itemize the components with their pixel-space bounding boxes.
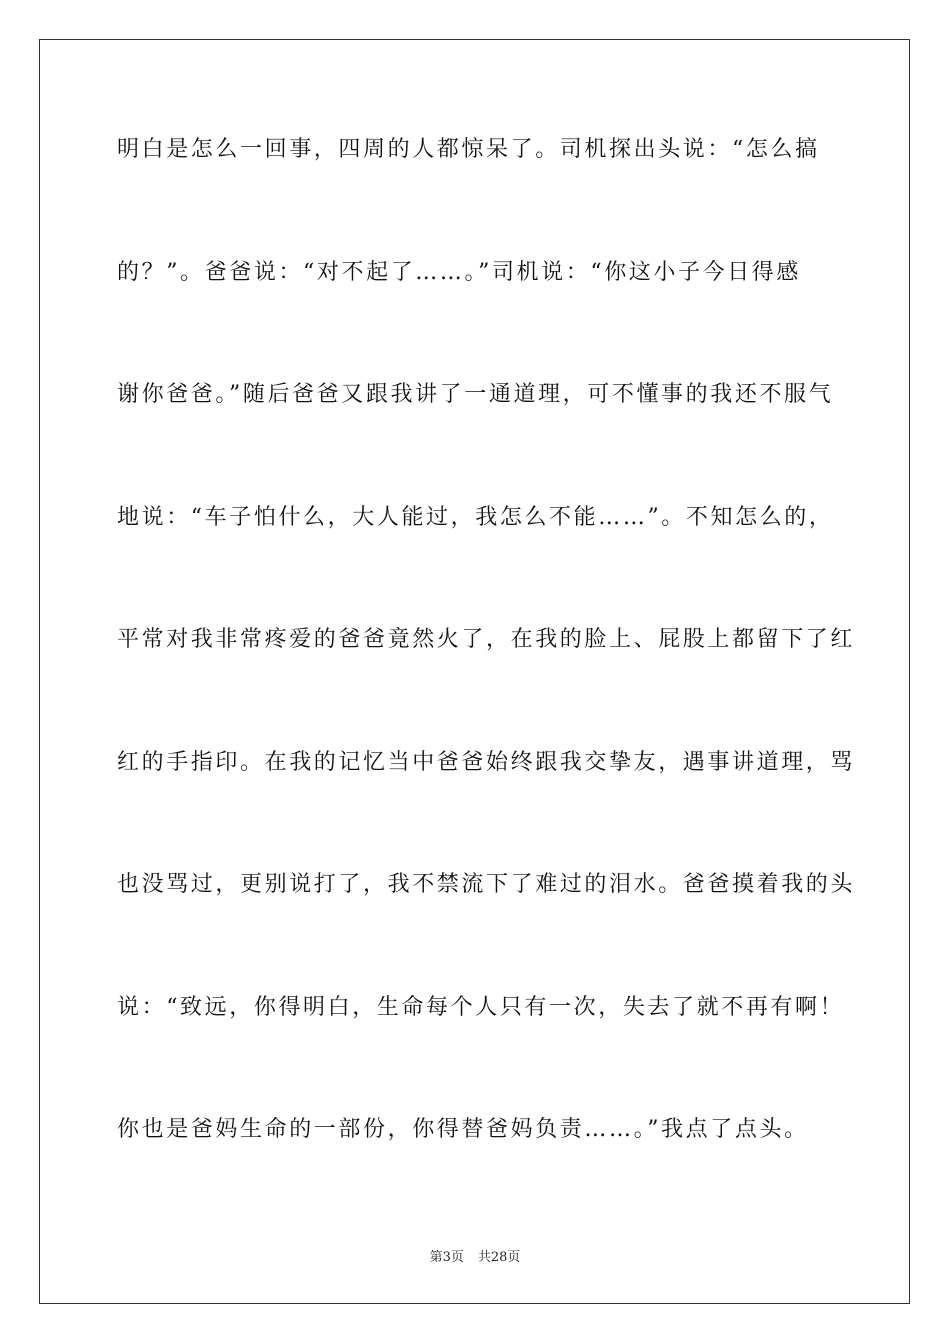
text-line-8: 说：“致远，你得明白，生命每个人只有一次，失去了就不再有啊！ <box>117 994 845 1020</box>
body-text <box>117 128 856 1231</box>
text-line-3: 谢你爸爸。”随后爸爸又跟我讲了一通道理，可不懂事的我还不服气 <box>117 382 834 407</box>
text-line-9: 你也是爸妈生命的一部份，你得替爸妈负责……。”我点了点头。 <box>117 1117 809 1142</box>
page-total: 共28页 <box>477 1250 521 1265</box>
page-number: 第3页 <box>429 1250 464 1265</box>
text-line-1: 明白是怎么一回事，四周的人都惊呆了。司机探出头说：“怎么搞 <box>117 137 820 162</box>
text-line-2: 的？”。爸爸说：“对不起了……。”司机说：“你这小子今日得感 <box>117 259 801 285</box>
page-footer <box>0 1246 950 1265</box>
text-line-5: 平常对我非常疼爱的爸爸竟然火了，在我的脸上、屁股上都留下了红 <box>117 627 856 652</box>
text-line-7: 也没骂过，更别说打了，我不禁流下了难过的泪水。爸爸摸着我的头 <box>117 872 856 897</box>
text-line-4: 地说：“车子怕什么，大人能过，我怎么不能……”。不知怎么的， <box>117 504 834 530</box>
text-line-6: 红的手指印。在我的记忆当中爸爸始终跟我交挚友，遇事讲道理，骂 <box>117 749 856 775</box>
